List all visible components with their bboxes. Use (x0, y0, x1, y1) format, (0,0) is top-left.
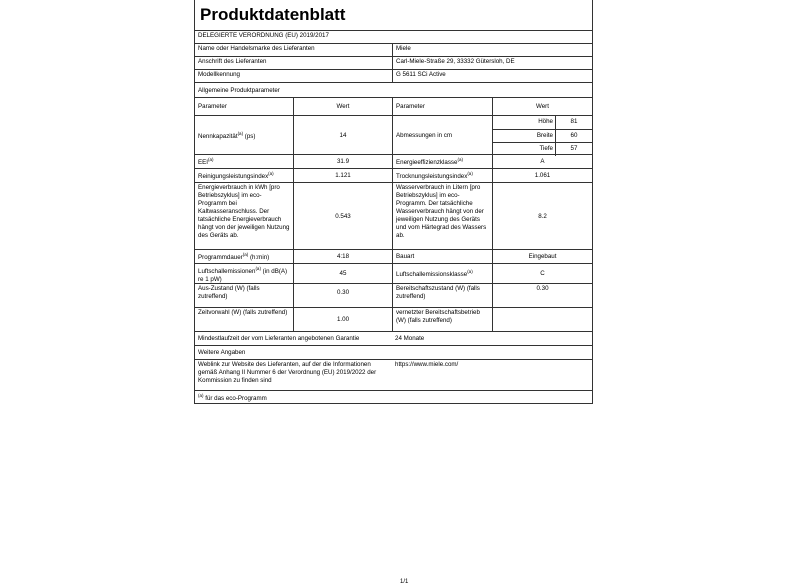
drying-index-value: 1.061 (492, 169, 592, 183)
value-header-right: Wert (492, 98, 592, 116)
supplier-name-value: Miele (392, 44, 592, 57)
duration-value: 4:18 (293, 250, 392, 264)
height-row (493, 116, 593, 129)
delay-row (195, 307, 592, 332)
eei-label: EEI$^{(a)}$ (198, 157, 214, 167)
consumption-row (195, 182, 592, 250)
off-standby-row (195, 283, 592, 308)
height-label: Höhe (538, 118, 553, 125)
drying-index-label: Trocknungsleistungsindex$^{(a)}$ (392, 169, 492, 183)
duration-label: Programmdauer$^{(a)}$ (h:min) (198, 252, 270, 262)
height-value: 81 (570, 118, 578, 125)
general-params-heading: Allgemeine Produktparameter (198, 87, 280, 94)
energy-consumption-label: Energieverbrauch in kWh [pro Betriebszyklus] im eco-Programm bei Kaltwasseranschluss. Der tatsächliche Energieverbrauch hängt von der jeweiligen Nutzung des Geräts ab. (198, 184, 290, 239)
depth-value: 57 (570, 145, 578, 152)
weblink-row (195, 359, 592, 391)
cleaning-index-value: 1.121 (293, 169, 392, 183)
build-type-label: Bauart (392, 250, 492, 264)
weblink-value[interactable]: https://www.miele.com/ (395, 361, 459, 368)
networked-standby-value (492, 308, 592, 332)
supplier-name-row (195, 43, 592, 57)
footnote-row (195, 390, 592, 404)
eei-value: 31.9 (293, 155, 392, 169)
weblink-label: Weblink zur Website des Lieferanten, auf der die Informationen gemäß Anhang II Nummer 6 der Verordnung (EU) 2019/2022 der Kommission zu finden sind (198, 361, 377, 384)
model-label: Modellkennung (198, 71, 240, 78)
page-number: 1/1 (400, 579, 409, 585)
model-value: G 5611 SCi Active (392, 70, 592, 83)
model-row (195, 69, 592, 83)
warranty-value: 24 Monate (395, 335, 425, 342)
delay-start-value: 1.00 (293, 308, 392, 332)
supplier-address-label: Anschrift des Lieferanten (198, 58, 267, 65)
dimensions-label: Abmessungen in cm (392, 116, 492, 155)
capacity-value: 14 (293, 116, 392, 155)
noise-class-value: C (492, 264, 592, 284)
standby-value: 0.30 (492, 284, 592, 308)
performance-row (195, 168, 592, 183)
value-header-left: Wert (293, 98, 392, 116)
further-info-row (195, 345, 592, 360)
supplier-address-row (195, 56, 592, 70)
delay-start-label: Zeitvorwahl (W) (falls zutreffend) (198, 309, 288, 316)
width-row (493, 129, 592, 143)
noise-row (195, 263, 592, 284)
capacity-row (195, 115, 592, 155)
footnote: $^{(a)}$ für das eco-Programm (198, 393, 267, 403)
general-params-row (195, 82, 592, 98)
noise-label: Luftschallemissionen$^{(a)}$ (in dB(A) re 1 pW) (198, 266, 288, 284)
eei-row (195, 154, 592, 169)
warranty-label: Mindestlaufzeit der vom Lieferanten angebotenen Garantie (198, 335, 360, 342)
duration-row (195, 249, 592, 264)
sheet-title: Produktdatenblatt (200, 5, 346, 24)
supplier-name-label: Name oder Handelsmarke des Lieferanten (198, 45, 315, 52)
further-info-heading: Weitere Angaben (198, 349, 246, 356)
energy-consumption-value: 0.543 (293, 183, 392, 250)
noise-value: 45 (293, 264, 392, 284)
energy-class-value: A (492, 155, 592, 169)
networked-standby-label: vernetzter Bereitschaftsbetrieb (W) (falls zutreffend) (392, 308, 492, 332)
regulation-row (195, 30, 592, 44)
width-label: Breite (536, 132, 553, 139)
capacity-label: Nennkapazität$^{(a)}$ (ps) (198, 130, 256, 141)
param-header-row (195, 97, 592, 116)
energy-class-label: Energieeffizienzklasse$^{(a)}$ (392, 155, 492, 169)
water-consumption-value: 8.2 (492, 183, 592, 250)
dimensions-values (492, 116, 592, 155)
param-header-right: Parameter (392, 98, 492, 116)
depth-label: Tiefe (539, 145, 553, 152)
param-header-left: Parameter (198, 103, 227, 110)
noise-class-label: Luftschallemissionsklasse$^{(a)}$ (392, 264, 492, 284)
regulation-text: DELEGIERTE VERORDNUNG (EU) 2019/2017 (198, 32, 329, 39)
supplier-address-value: Carl-Miele-Straße 29, 33332 Gütersloh, DE (392, 57, 592, 70)
off-mode-value: 0.30 (293, 284, 392, 308)
standby-label: Bereitschaftszustand (W) (falls zutreffend) (392, 284, 492, 308)
product-data-sheet (194, 0, 593, 404)
off-mode-label: Aus-Zustand (W) (falls zutreffend) (198, 285, 260, 300)
width-value: 60 (570, 132, 578, 139)
warranty-row (195, 331, 592, 346)
build-type-value: Eingebaut (492, 250, 592, 264)
cleaning-index-label: Reinigungsleistungsindex$^{(a)}$ (198, 171, 274, 181)
water-consumption-label: Wasserverbrauch in Litern [pro Betriebszyklus] im eco-Programm. Der tatsächliche Wasserverbrauch hängt von der jeweiligen Nutzung des Geräts und vom Härtegrad des Wassers ab. (392, 183, 492, 250)
